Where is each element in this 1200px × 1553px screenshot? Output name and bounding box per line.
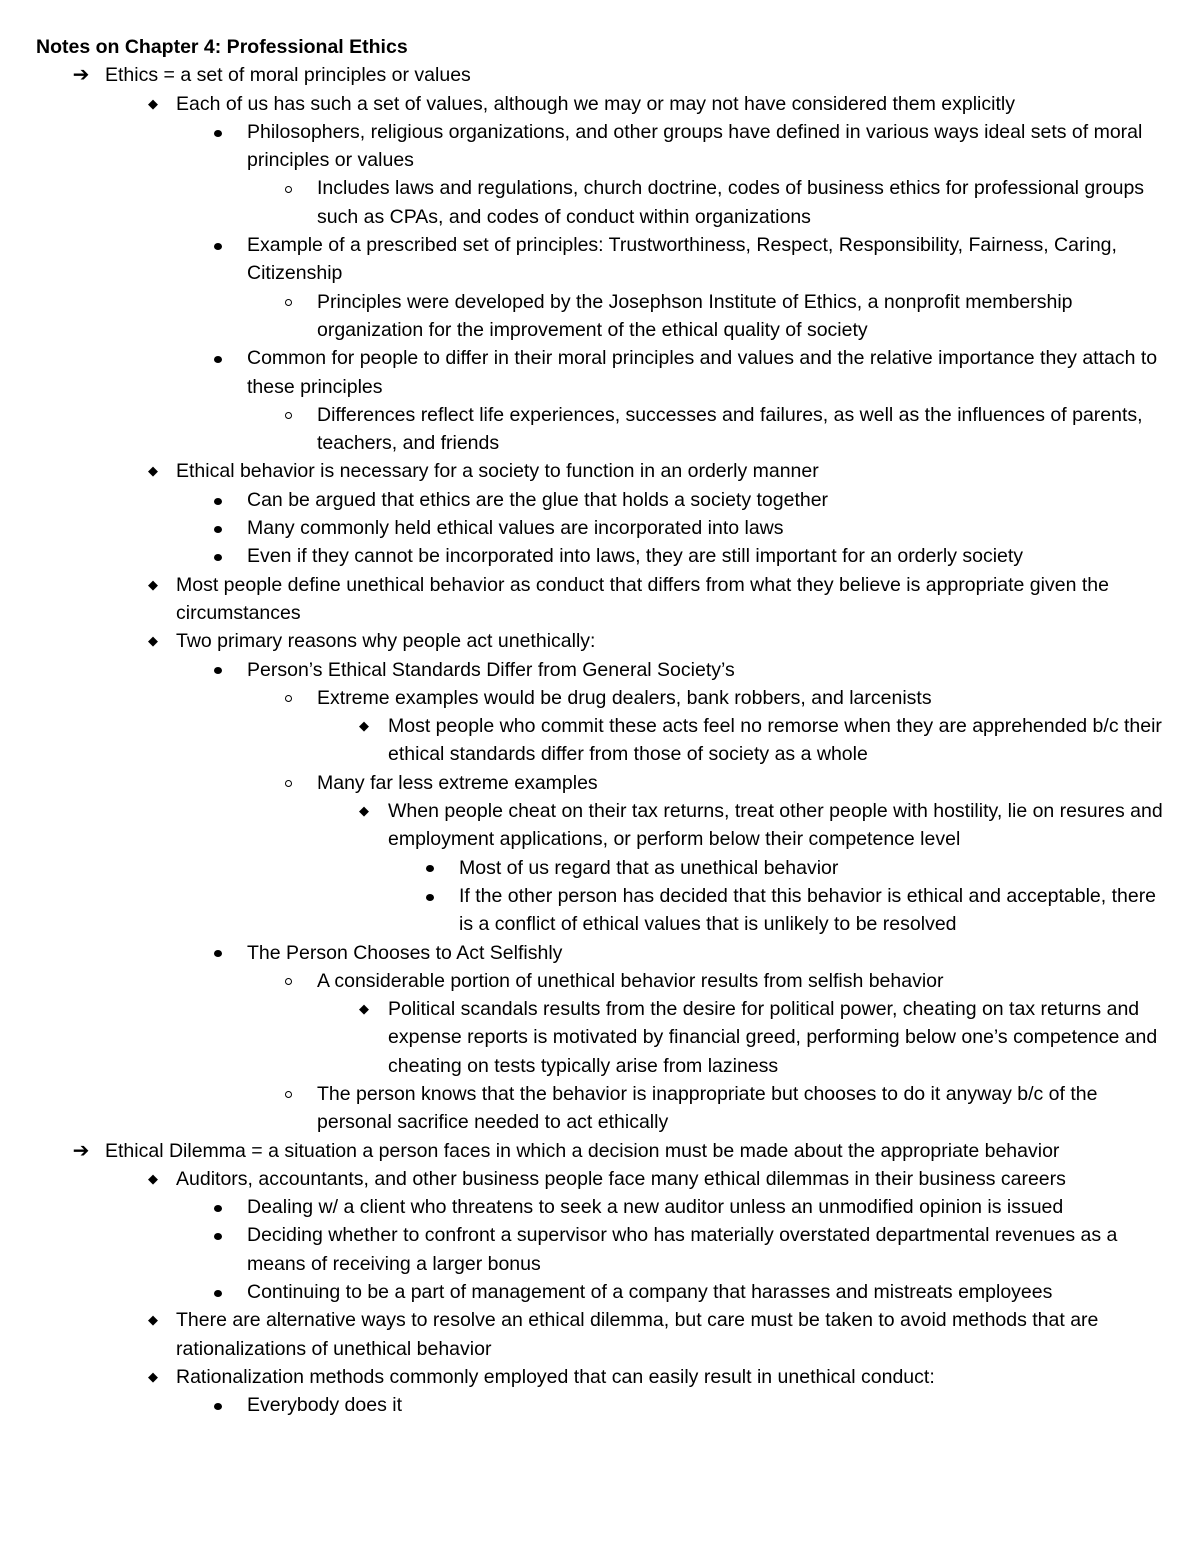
outline-item-level-4 xyxy=(0,174,1200,231)
outline-item-text: The person knows that the behavior is inappropriate but chooses to do it anyway b/c of the personal sacrifice needed to act ethically xyxy=(317,1082,1098,1134)
filled-circle-bullet-icon xyxy=(208,1193,228,1221)
filled-circle-bullet-icon xyxy=(208,514,228,542)
diamond-bullet-icon: ◆ xyxy=(359,803,369,819)
outline-item-text: Many commonly held ethical values are incorporated into laws xyxy=(247,517,784,540)
hollow-circle-bullet-icon xyxy=(278,1080,298,1108)
outline-item-text: Deciding whether to confront a supervisor who has materially overstated departmental revenues as a means of receiving a larger bonus xyxy=(247,1224,1118,1275)
filled-circle-bullet-icon xyxy=(208,542,228,570)
outline-item-level-2 xyxy=(0,457,1200,485)
arrow-bullet-icon: ➔ xyxy=(72,1139,90,1162)
outline-item-level-3 xyxy=(0,1391,1200,1419)
outline-item-text: The Person Chooses to Act Selfishly xyxy=(247,941,563,964)
diamond-bullet-icon: ◆ xyxy=(148,1312,158,1328)
outline-item-text: Rationalization methods commonly employed that can easily result in unethical conduct: xyxy=(176,1365,935,1388)
outline-item-level-5 xyxy=(0,712,1200,769)
outline-item-text: Everybody does it xyxy=(247,1394,403,1417)
filled-circle-bullet-icon xyxy=(208,1278,228,1306)
diamond-bullet-icon: ◆ xyxy=(148,95,158,111)
outline-item-level-3 xyxy=(0,118,1200,175)
filled-circle-bullet-icon xyxy=(420,882,440,910)
diamond-bullet-icon: ◆ xyxy=(359,718,369,734)
outline-item-text: Most people define unethical behavior as conduct that differs from what they believe is appropriate given the circumstances xyxy=(176,573,1109,624)
diamond-bullet-icon: ◆ xyxy=(148,633,158,649)
outline-item-level-3 xyxy=(0,514,1200,542)
outline-item-text: Extreme examples would be drug dealers, bank robbers, and larcenists xyxy=(317,686,932,709)
outline-item-text: If the other person has decided that this behavior is ethical and acceptable, there is a conflict of ethical values that is unlikely to be resolved xyxy=(459,884,1157,936)
page-title: Notes on Chapter 4: Professional Ethics xyxy=(36,36,408,58)
outline-item-level-2 xyxy=(0,1165,1200,1193)
hollow-circle-bullet-icon xyxy=(278,401,298,429)
outline-item-level-4 xyxy=(0,769,1200,797)
outline-item-level-4 xyxy=(0,967,1200,995)
outline-item-text: Example of a prescribed set of principles: Trustworthiness, Respect, Responsibility, Fairness, Caring, Citizenship xyxy=(247,234,1117,285)
outline-item-level-3 xyxy=(0,939,1200,967)
outline-item-text: Ethics = a set of moral principles or values xyxy=(105,64,471,87)
outline-item-text: Political scandals results from the desire for political power, cheating on tax returns and expense reports is motivated by financial greed, performing below one’s competence and cheating on tests typically arise from laziness xyxy=(388,998,1158,1077)
outline-item-text: There are alternative ways to resolve an ethical dilemma, but care must be taken to avoid methods that are rationalizations of unethical behavior xyxy=(176,1309,1099,1360)
hollow-circle-bullet-icon xyxy=(278,288,298,316)
outline-item-level-2 xyxy=(0,627,1200,655)
filled-circle-bullet-icon xyxy=(208,486,228,514)
filled-circle-bullet-icon xyxy=(208,231,228,259)
outline-item-level-5 xyxy=(0,995,1200,1080)
hollow-circle-bullet-icon xyxy=(278,684,298,712)
filled-circle-bullet-icon xyxy=(420,854,440,882)
outline-item-level-2 xyxy=(0,571,1200,628)
outline-item-level-4 xyxy=(0,1080,1200,1137)
outline-item-level-4 xyxy=(0,684,1200,712)
outline-item-text: Can be argued that ethics are the glue that holds a society together xyxy=(247,488,829,511)
outline-item-level-4 xyxy=(0,401,1200,458)
diamond-bullet-icon: ◆ xyxy=(148,576,158,592)
outline-item-text: Continuing to be a part of management of a company that harasses and mistreats employees xyxy=(247,1281,1053,1304)
filled-circle-bullet-icon xyxy=(208,1221,228,1249)
hollow-circle-bullet-icon xyxy=(278,769,298,797)
outline-item-level-3 xyxy=(0,542,1200,570)
outline-item-level-3 xyxy=(0,486,1200,514)
diamond-bullet-icon: ◆ xyxy=(148,463,158,479)
diamond-bullet-icon: ◆ xyxy=(148,1170,158,1186)
outline-item-text: Differences reflect life experiences, successes and failures, as well as the influences of parents, teachers, and friends xyxy=(317,403,1143,455)
outline-item-level-2 xyxy=(0,1306,1200,1363)
outline-item-level-5 xyxy=(0,797,1200,854)
outline-item-level-2 xyxy=(0,1363,1200,1391)
outline-item-text: Even if they cannot be incorporated into laws, they are still important for an orderly society xyxy=(247,545,1024,568)
outline-item-level-1 xyxy=(0,61,1200,89)
outline-item-text: Ethical Dilemma = a situation a person faces in which a decision must be made about the appropriate behavior xyxy=(105,1139,1060,1162)
diamond-bullet-icon: ◆ xyxy=(148,1368,158,1384)
filled-circle-bullet-icon xyxy=(208,1391,228,1419)
outline-item-level-3 xyxy=(0,231,1200,288)
outline-item-text: Auditors, accountants, and other business people face many ethical dilemmas in their business careers xyxy=(176,1167,1066,1190)
arrow-bullet-icon: ➔ xyxy=(72,64,90,87)
outline-item-text: Many far less extreme examples xyxy=(317,771,598,794)
outline-item-text: Philosophers, religious organizations, and other groups have defined in various ways ideal sets of moral principles or values xyxy=(247,120,1143,172)
filled-circle-bullet-icon xyxy=(208,656,228,684)
outline-item-text: Each of us has such a set of values, although we may or may not have considered them explicitly xyxy=(176,92,1015,115)
outline-item-text: Dealing w/ a client who threatens to seek a new auditor unless an unmodified opinion is issued xyxy=(247,1196,1064,1219)
hollow-circle-bullet-icon xyxy=(278,174,298,202)
outline-item-level-3 xyxy=(0,656,1200,684)
outline-item-text: Two primary reasons why people act unethically: xyxy=(176,630,596,653)
outline-item-text: Ethical behavior is necessary for a society to function in an orderly manner xyxy=(176,460,819,483)
outline-item-level-3 xyxy=(0,1193,1200,1221)
outline-item-text: Includes laws and regulations, church doctrine, codes of business ethics for professional groups such as CPAs, and codes of conduct within organizations xyxy=(317,177,1145,228)
outline-item-text: Common for people to differ in their moral principles and values and the relative importance they attach to these principles xyxy=(247,347,1158,398)
diamond-bullet-icon: ◆ xyxy=(359,1001,369,1017)
outline-item-text: Most of us regard that as unethical behavior xyxy=(459,856,839,879)
outline-item-level-6 xyxy=(0,854,1200,882)
outline-item-level-4 xyxy=(0,288,1200,345)
outline-item-text: A considerable portion of unethical behavior results from selfish behavior xyxy=(317,969,944,992)
outline-item-text: Most people who commit these acts feel no remorse when they are apprehended b/c their ethical standards differ from those of society as a whole xyxy=(388,715,1162,766)
outline-item-level-3 xyxy=(0,1278,1200,1306)
outline-item-text: When people cheat on their tax returns, treat other people with hostility, lie on resures and employment applications, or perform below their competence level xyxy=(388,800,1163,851)
filled-circle-bullet-icon xyxy=(208,939,228,967)
outline-list xyxy=(0,61,1200,1419)
outline-item-level-2 xyxy=(0,90,1200,118)
outline-item-level-3 xyxy=(0,344,1200,401)
hollow-circle-bullet-icon xyxy=(278,967,298,995)
filled-circle-bullet-icon xyxy=(208,118,228,146)
outline-item-level-3 xyxy=(0,1221,1200,1278)
outline-item-level-6 xyxy=(0,882,1200,939)
filled-circle-bullet-icon xyxy=(208,344,228,372)
outline-item-text: Person’s Ethical Standards Differ from General Society’s xyxy=(247,658,735,681)
outline-item-text: Principles were developed by the Josephson Institute of Ethics, a nonprofit membership organization for the improvement of the ethical quality of society xyxy=(317,290,1073,341)
outline-item-level-1 xyxy=(0,1137,1200,1165)
